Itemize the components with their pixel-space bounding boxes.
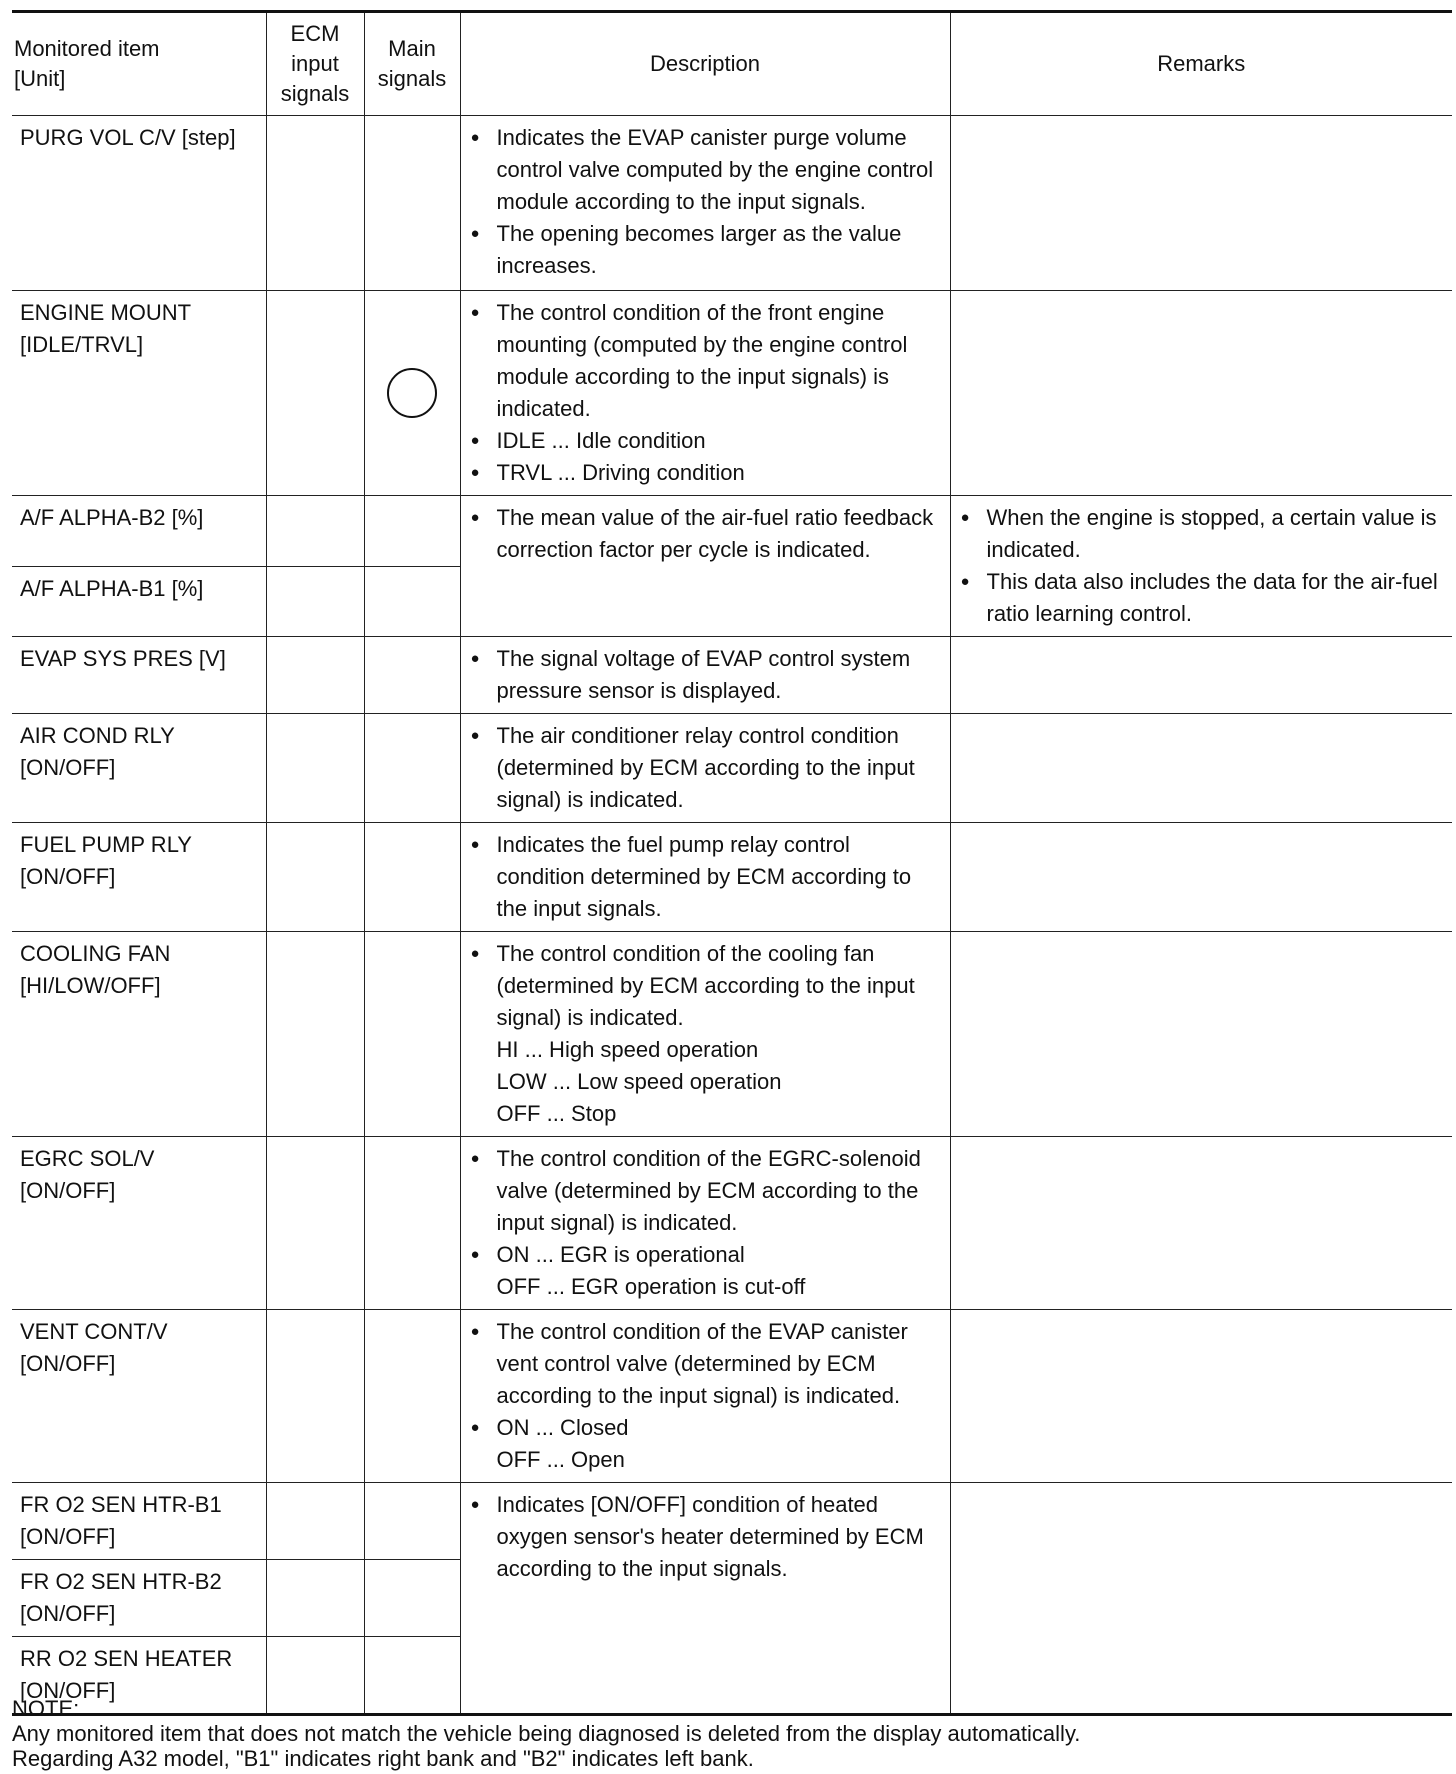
sub-text: OFF ... Open bbox=[496, 1447, 625, 1472]
description-cell bbox=[460, 291, 950, 496]
bullet-text: ● The signal voltage of EVAP control system pressure sensor is displayed. bbox=[469, 643, 944, 707]
main-signal-cell bbox=[364, 932, 460, 1137]
sub-text: LOW ... Low speed operation bbox=[496, 1069, 782, 1094]
bullet-text: ● Indicates [ON/OFF] condition of heated oxygen sensor's heater determined by ECM according to the input signals. bbox=[469, 1489, 944, 1585]
remarks-cell bbox=[950, 714, 1452, 823]
bullet-text: ● This data also includes the data for the air-fuel ratio learning control. bbox=[959, 566, 1447, 630]
table-row bbox=[12, 1483, 1452, 1560]
table-row bbox=[12, 932, 1452, 1137]
monitored-item-cell: FR O2 SEN HTR-B2 [ON/OFF] bbox=[12, 1560, 266, 1637]
monitored-item-cell: VENT CONT/V [ON/OFF] bbox=[12, 1310, 266, 1483]
bullet-text: ● When the engine is stopped, a certain value is indicated. bbox=[959, 502, 1447, 566]
table-row bbox=[12, 291, 1452, 496]
main-signal-cell bbox=[364, 714, 460, 823]
description-cell bbox=[460, 116, 950, 291]
monitored-item-cell: ENGINE MOUNT [IDLE/TRVL] bbox=[12, 291, 266, 496]
ecm-input-cell bbox=[266, 932, 364, 1137]
main-signal-cell bbox=[364, 566, 460, 637]
ecm-input-cell bbox=[266, 823, 364, 932]
table-row bbox=[12, 1310, 1452, 1483]
monitored-item-cell: COOLING FAN [HI/LOW/OFF] bbox=[12, 932, 266, 1137]
bullet-text: ● Indicates the fuel pump relay control condition determined by ECM according to the input signals. bbox=[469, 829, 944, 925]
remarks-cell bbox=[950, 932, 1452, 1137]
remarks-cell bbox=[950, 291, 1452, 496]
remarks-cell bbox=[950, 496, 1452, 637]
bullet-text: ● ON ... EGR is operational bbox=[469, 1239, 944, 1271]
remarks-cell bbox=[950, 1137, 1452, 1310]
monitored-item-cell: PURG VOL C/V [step] bbox=[12, 116, 266, 291]
description-cell bbox=[460, 637, 950, 714]
bullet-text: ● IDLE ... Idle condition bbox=[469, 425, 944, 457]
description-cell bbox=[460, 1483, 950, 1715]
description-cell bbox=[460, 932, 950, 1137]
col-header-monitored-item: Monitored item [Unit] bbox=[12, 12, 266, 116]
description-cell bbox=[460, 1137, 950, 1310]
bullet-text: ● The air conditioner relay control condition (determined by ECM according to the input signal) is indicated. bbox=[469, 720, 944, 816]
table-row bbox=[12, 1137, 1452, 1310]
ecm-input-cell bbox=[266, 496, 364, 567]
description-cell bbox=[460, 823, 950, 932]
bullet-text: ● ON ... Closed bbox=[469, 1412, 944, 1444]
note-block bbox=[12, 1696, 1452, 1771]
bullet-text: ● Indicates the EVAP canister purge volume control valve computed by the engine control module according to the input signals. bbox=[469, 122, 944, 218]
monitored-item-cell: A/F ALPHA-B1 [%] bbox=[12, 566, 266, 637]
monitored-item-cell: FUEL PUMP RLY [ON/OFF] bbox=[12, 823, 266, 932]
sub-text: OFF ... EGR operation is cut-off bbox=[496, 1274, 806, 1299]
monitored-item-cell: FR O2 SEN HTR-B1 [ON/OFF] bbox=[12, 1483, 266, 1560]
bullet-text: ● TRVL ... Driving condition bbox=[469, 457, 944, 489]
main-signal-cell bbox=[364, 1560, 460, 1637]
monitored-item-cell: AIR COND RLY [ON/OFF] bbox=[12, 714, 266, 823]
monitored-item-cell: A/F ALPHA-B2 [%] bbox=[12, 496, 266, 567]
description-cell bbox=[460, 714, 950, 823]
ecm-input-cell bbox=[266, 714, 364, 823]
note-line: Regarding A32 model, "B1" indicates right bank and "B2" indicates left bank. bbox=[12, 1746, 754, 1771]
description-cell bbox=[460, 496, 950, 637]
ecm-input-cell bbox=[266, 1483, 364, 1560]
main-signal-cell bbox=[364, 116, 460, 291]
bullet-text: ● The control condition of the front engine mounting (computed by the engine control module according to the input signals) is indicated. bbox=[469, 297, 944, 425]
remarks-cell bbox=[950, 1483, 1452, 1715]
bullet-text: ● The control condition of the EGRC-solenoid valve (determined by ECM according to the input signal) is indicated. bbox=[469, 1143, 944, 1239]
monitored-item-cell: EGRC SOL/V [ON/OFF] bbox=[12, 1137, 266, 1310]
bullet-text: ● The control condition of the cooling fan (determined by ECM according to the input signal) is indicated. bbox=[469, 938, 944, 1034]
ecm-input-cell bbox=[266, 1560, 364, 1637]
table-row bbox=[12, 823, 1452, 932]
ecm-input-cell bbox=[266, 566, 364, 637]
remarks-cell bbox=[950, 637, 1452, 714]
bullet-text: ● The opening becomes larger as the value increases. bbox=[469, 218, 944, 282]
note-label: NOTE: bbox=[12, 1696, 80, 1721]
table-row bbox=[12, 637, 1452, 714]
data-monitor-table bbox=[12, 10, 1452, 1716]
description-cell bbox=[460, 1310, 950, 1483]
table-row bbox=[12, 116, 1452, 291]
sub-text: HI ... High speed operation bbox=[496, 1037, 759, 1062]
monitored-item-cell: EVAP SYS PRES [V] bbox=[12, 637, 266, 714]
header-row bbox=[12, 12, 1452, 116]
bullet-text: ● The control condition of the EVAP canister vent control valve (determined by ECM according to the input signal) is indicated. bbox=[469, 1316, 944, 1412]
main-signal-circle-icon bbox=[387, 368, 437, 418]
remarks-cell bbox=[950, 116, 1452, 291]
ecm-input-cell bbox=[266, 637, 364, 714]
col-header-description: Description bbox=[460, 12, 950, 116]
main-signal-cell bbox=[364, 823, 460, 932]
monitored-item-cell: RR O2 SEN HEATER [ON/OFF] bbox=[12, 1637, 266, 1715]
col-header-remarks: Remarks bbox=[950, 12, 1452, 116]
sub-text: OFF ... Stop bbox=[496, 1101, 617, 1126]
remarks-cell bbox=[950, 1310, 1452, 1483]
table-row bbox=[12, 496, 1452, 567]
main-signal-cell bbox=[364, 637, 460, 714]
bullet-text: ● The mean value of the air-fuel ratio feedback correction factor per cycle is indicated. bbox=[469, 502, 944, 566]
ecm-input-cell bbox=[266, 1137, 364, 1310]
ecm-input-cell bbox=[266, 291, 364, 496]
remarks-cell bbox=[950, 823, 1452, 932]
note-line: Any monitored item that does not match the vehicle being diagnosed is deleted from the display automatically. bbox=[12, 1721, 1081, 1746]
main-signal-cell bbox=[364, 291, 460, 496]
col-header-main-signals: Main signals bbox=[364, 12, 460, 116]
ecm-input-cell bbox=[266, 1310, 364, 1483]
ecm-input-cell bbox=[266, 116, 364, 291]
main-signal-cell bbox=[364, 1483, 460, 1560]
main-signal-cell bbox=[364, 1137, 460, 1310]
col-header-ecm-input-signals: ECM input signals bbox=[266, 12, 364, 116]
main-signal-cell bbox=[364, 496, 460, 567]
main-signal-cell bbox=[364, 1310, 460, 1483]
table-row bbox=[12, 714, 1452, 823]
